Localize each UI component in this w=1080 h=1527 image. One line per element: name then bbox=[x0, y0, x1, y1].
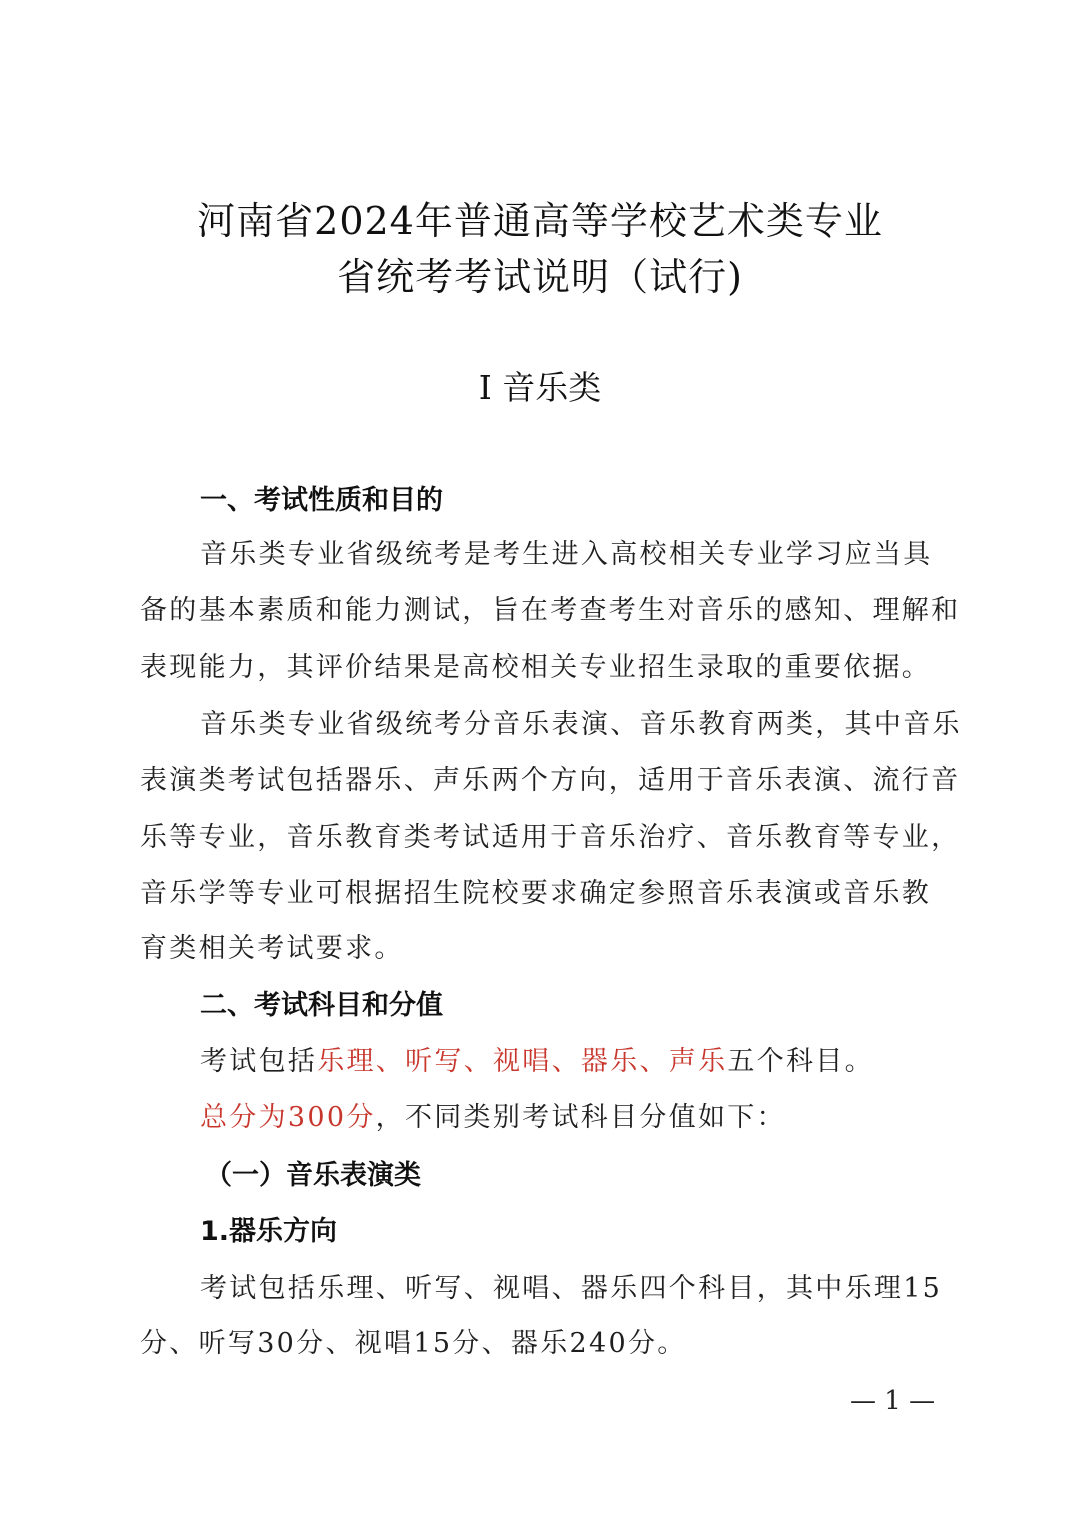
document-title-line-2: 省统考考试说明（试行) bbox=[337, 255, 743, 299]
paragraph-line: 音乐学等专业可根据招生院校要求确定参照音乐表演或音乐教 bbox=[140, 878, 932, 909]
page-number: — 1 — bbox=[850, 1386, 936, 1416]
paragraph-line: 育类相关考试要求。 bbox=[140, 933, 404, 964]
paragraph-line: 分、听写30分、视唱15分、器乐240分。 bbox=[140, 1328, 687, 1359]
total-score-rest: ，不同类别考试科目分值如下： bbox=[375, 1102, 786, 1133]
heading-exam-subjects: 二、考试科目和分值 bbox=[200, 990, 443, 1021]
heading-exam-nature: 一、考试性质和目的 bbox=[200, 485, 443, 516]
paragraph-line: 乐等专业，音乐教育类考试适用于音乐治疗、音乐教育等专业， bbox=[140, 822, 961, 853]
total-score-line bbox=[200, 1095, 940, 1134]
paragraph-line: 音乐类专业省级统考是考生进入高校相关专业学习应当具 bbox=[200, 539, 933, 570]
section-title: I 音乐类 bbox=[478, 368, 602, 407]
subjects-list-highlight: 乐理、听写、视唱、器乐、声乐 bbox=[317, 1046, 728, 1077]
paragraph-line: 考试包括乐理、听写、视唱、器乐四个科目，其中乐理15 bbox=[200, 1273, 943, 1304]
paragraph-line: 备的基本素质和能力测试，旨在考查考生对音乐的感知、理解和 bbox=[140, 595, 961, 626]
subjects-prefix: 考试包括 bbox=[200, 1046, 318, 1077]
sub-sub-heading-instrumental: 1.器乐方向 bbox=[200, 1216, 338, 1247]
paragraph-line: 音乐类专业省级统考分音乐表演、音乐教育两类，其中音乐 bbox=[200, 709, 962, 740]
paragraph-line: 表演类考试包括器乐、声乐两个方向，适用于音乐表演、流行音 bbox=[140, 765, 961, 796]
subjects-line bbox=[200, 1039, 940, 1078]
subjects-suffix: 五个科目。 bbox=[727, 1046, 874, 1077]
total-score-highlight: 总分为300分 bbox=[200, 1102, 376, 1133]
document-title-line-1: 河南省2024年普通高等学校艺术类专业 bbox=[197, 199, 883, 243]
sub-heading-performance: （一）音乐表演类 bbox=[205, 1160, 421, 1191]
paragraph-line: 表现能力，其评价结果是高校相关专业招生录取的重要依据。 bbox=[140, 652, 932, 683]
